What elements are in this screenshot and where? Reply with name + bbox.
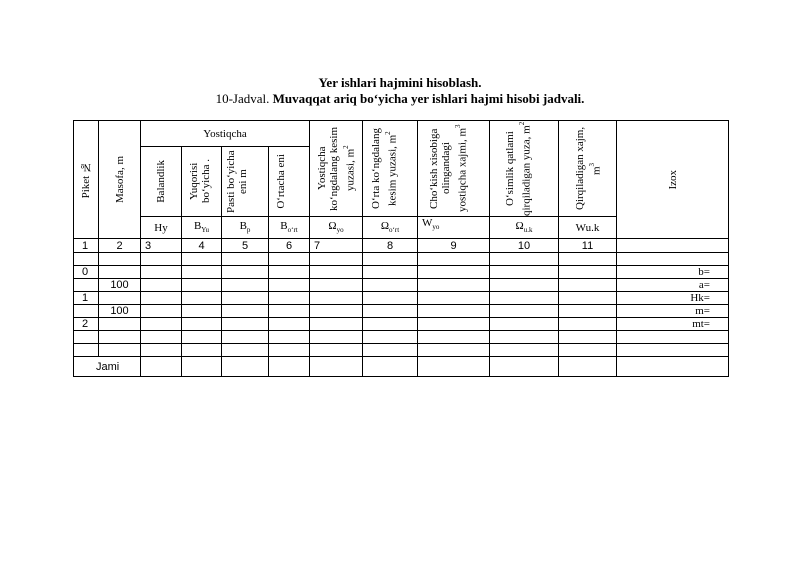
cell-piket: 2 <box>74 318 99 331</box>
column-number: 3 <box>141 239 182 253</box>
earthwork-table <box>73 120 729 377</box>
total-label: Jami <box>74 357 141 377</box>
symbol-bort: $B_{o‘rt}$ <box>269 217 310 239</box>
total-row <box>74 357 729 377</box>
header-yostiqcha: Yostiqcha <box>141 121 310 147</box>
column-number: 7 <box>310 239 363 253</box>
cell-izox <box>617 253 729 266</box>
column-number: 1 <box>74 239 99 253</box>
header-qirqiladigan: Qirqiladigan xajm, $m^3$ <box>559 121 617 217</box>
header-orta-kesim: O‘rta ko‘ngdalang kesim yuzasi, $m^2$ <box>363 121 418 217</box>
table-row <box>74 292 729 305</box>
column-number: 10 <box>490 239 559 253</box>
cell-izox: a= <box>617 279 729 292</box>
table-number: 10-Jadval. <box>215 91 270 106</box>
symbol-oort: $\Omega_{o‘rt}$ <box>363 217 418 239</box>
cell-masofa: 100 <box>99 305 141 318</box>
header-chokish: Cho‘kish xisobiga olingandagi yostiqcha xajmi, $m^3$ <box>418 121 490 217</box>
table-row <box>74 344 729 357</box>
table-row <box>74 318 729 331</box>
cell-masofa <box>99 266 141 279</box>
column-number-row <box>74 239 729 253</box>
column-number: 4 <box>182 239 222 253</box>
column-number: 11 <box>559 239 617 253</box>
cell-piket <box>74 279 99 292</box>
cell-izox: m= <box>617 305 729 318</box>
symbol-bp: $B_p$ <box>222 217 269 239</box>
column-number: 8 <box>363 239 418 253</box>
column-number: 5 <box>222 239 269 253</box>
table-row <box>74 279 729 292</box>
header-yostiqcha-kesim: Yostiqcha ko‘ngdalang kesim yuzasi, $m^2$ <box>310 121 363 217</box>
cell-masofa <box>99 331 141 344</box>
cell-masofa <box>99 318 141 331</box>
symbol-byu: $B_{Yu}$ <box>182 217 222 239</box>
cell-izox <box>617 331 729 344</box>
symbol-ouk: $\Omega_{u.k}$ <box>490 217 559 239</box>
cell-masofa <box>99 344 141 357</box>
table-row <box>74 331 729 344</box>
page-title: Yer ishlari hajmini hisoblash. <box>318 75 482 90</box>
table-row <box>74 305 729 318</box>
cell-piket <box>74 253 99 266</box>
column-number <box>617 239 729 253</box>
symbol-wyo: $W_{yo}$ <box>418 217 490 239</box>
cell-izox <box>617 344 729 357</box>
cell-masofa <box>99 253 141 266</box>
header-osimlik: O‘simlik qatlami qirqiladigan yuza, $m^2$ <box>490 121 559 217</box>
cell-piket <box>74 331 99 344</box>
cell-piket: 1 <box>74 292 99 305</box>
cell-izox: Hk= <box>617 292 729 305</box>
symbol-oyo: $\Omega_{yo}$ <box>310 217 363 239</box>
header-piket: Piket № <box>74 121 99 239</box>
column-number: 6 <box>269 239 310 253</box>
cell-piket <box>74 305 99 318</box>
column-number: 2 <box>99 239 141 253</box>
table-caption <box>0 91 800 107</box>
symbol-wuk: Wu.k <box>559 217 617 239</box>
header-masofa: Masofa, m <box>99 121 141 239</box>
symbol-hy: Hy <box>141 217 182 239</box>
header-yuqorisi: Yuqorisi bo‘yicha . <box>182 147 222 217</box>
column-number: 9 <box>418 239 490 253</box>
cell-masofa <box>99 292 141 305</box>
cell-izox: b= <box>617 266 729 279</box>
cell-masofa: 100 <box>99 279 141 292</box>
cell-piket: 0 <box>74 266 99 279</box>
header-pasti: Pasti bo‘yicha eni m <box>222 147 269 217</box>
table-row <box>74 266 729 279</box>
header-ortacha: O‘rtacha eni <box>269 147 310 217</box>
table-row <box>74 253 729 266</box>
table-caption-text: Muvaqqat ariq bo‘yicha yer ishlari hajmi hisobi jadvali. <box>272 91 585 106</box>
header-izox: Izox <box>617 121 729 239</box>
cell-piket <box>74 344 99 357</box>
cell-izox: mt= <box>617 318 729 331</box>
header-balandlik: Balandlik <box>141 147 182 217</box>
